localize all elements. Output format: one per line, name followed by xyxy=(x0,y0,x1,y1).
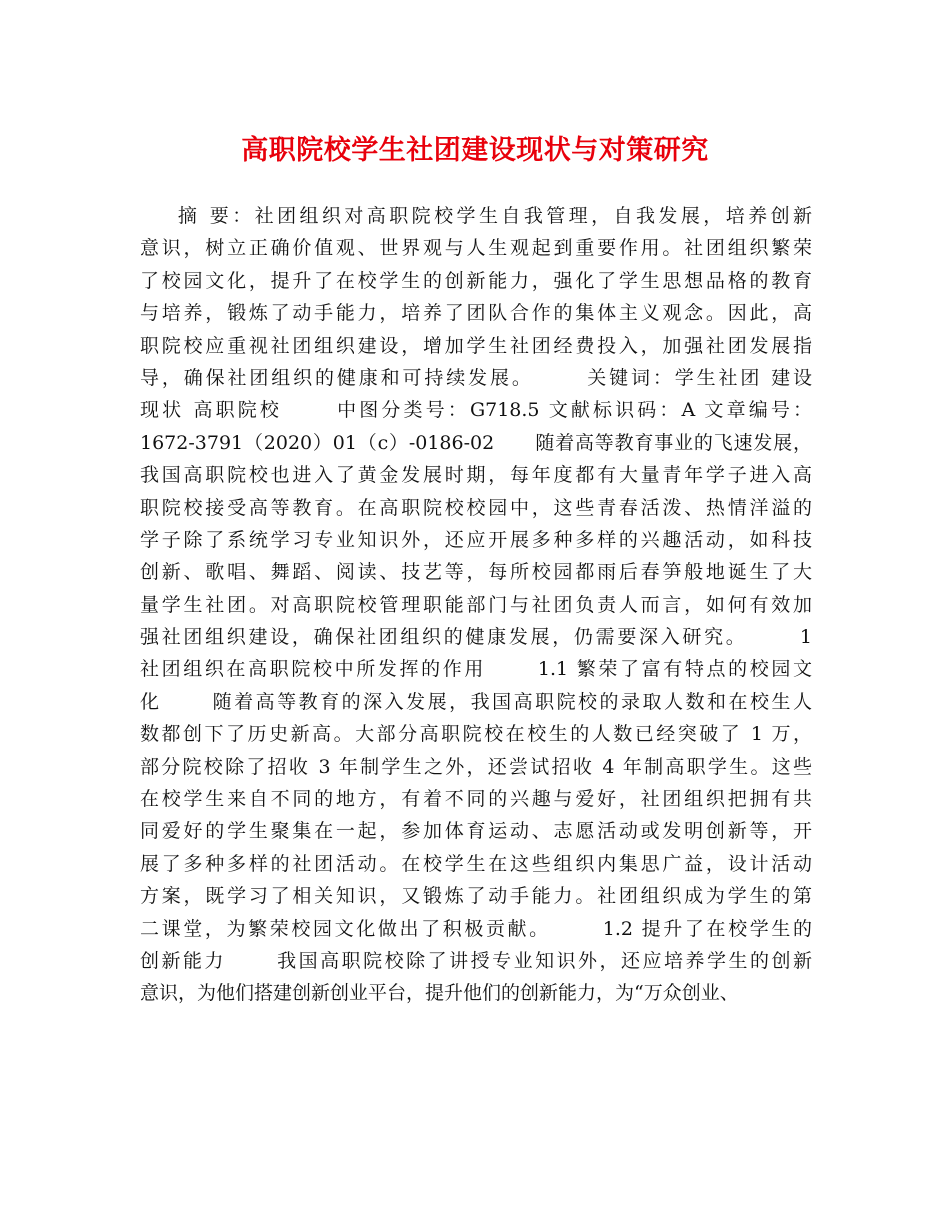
body-text-line: 展了多种多样的社团活动。在校学生在这些组织内集思广益，设计活动 xyxy=(140,852,812,875)
body-text-line: 二课堂，为繁荣校园文化做出了积极贡献。 1.2 提升了在校学生的 xyxy=(140,917,812,940)
body-text-line: 摘 要：社团组织对高职院校学生自我管理，自我发展，培养创新 xyxy=(140,205,812,227)
document-title: 高职院校学生社团建设现状与对策研究 xyxy=(241,135,709,166)
body-text-line: 部分院校除了招收 3 年制学生之外，还尝试招收 4 年制高职学生。这些 xyxy=(140,755,812,778)
body-text-line: 量学生社团。对高职院校管理职能部门与社团负责人而言，如何有效加 xyxy=(140,593,812,616)
body-text-line: 意识，为他们搭建创新创业平台，提升他们的创新能力，为“万众创业、 xyxy=(140,982,739,1005)
body-text-line: 职院校接受高等教育。在高职院校校园中，这些青春活泼、热情洋溢的 xyxy=(140,496,812,519)
body-text-line: 创新能力 我国高职院校除了讲授专业知识外，还应培养学生的创新 xyxy=(140,949,812,972)
body-text-line: 强社团组织建设，确保社团组织的健康发展，仍需要深入研究。 1 xyxy=(140,626,812,649)
body-text-line: 职院校应重视社团组织建设，增加学生社团经费投入，加强社团发展指 xyxy=(140,334,812,357)
body-text-line: 我国高职院校也进入了黄金发展时期，每年度都有大量青年学子进入高 xyxy=(140,464,812,487)
document-body xyxy=(140,200,812,1010)
body-text-line: 意识，树立正确价值观、世界观与人生观起到重要作用。社团组织繁荣 xyxy=(140,237,812,260)
body-text-line: 数都创下了历史新高。大部分高职院校在校生的人数已经突破了 1 万， xyxy=(140,723,812,746)
body-text-line: 方案，既学习了相关知识，又锻炼了动手能力。社团组织成为学生的第 xyxy=(140,885,812,908)
body-text-line: 与培养，锻炼了动手能力，培养了团队合作的集体主义观念。因此，高 xyxy=(140,302,812,325)
body-text-line: 现状 高职院校 中图分类号：G718.5 文献标识码：A 文章编号： xyxy=(140,399,812,422)
body-text-line: 化 随着高等教育的深入发展，我国高职院校的录取人数和在校生人 xyxy=(140,690,812,713)
body-text-line: 社团组织在高职院校中所发挥的作用 1.1 繁荣了富有特点的校园文 xyxy=(140,658,812,681)
body-text-line: 学子除了系统学习专业知识外，还应开展多种多样的兴趣活动，如科技 xyxy=(140,528,812,551)
body-text-line: 1672-3791（2020）01（c）-0186-02 随着高等教育事业的飞速发展， xyxy=(140,431,812,454)
body-text-line: 在校学生来自不同的地方，有着不同的兴趣与爱好，社团组织把拥有共 xyxy=(140,788,812,811)
body-text-line: 创新、歌唱、舞蹈、阅读、技艺等，每所校园都雨后春笋般地诞生了大 xyxy=(140,561,812,584)
body-text-line: 同爱好的学生聚集在一起，参加体育运动、志愿活动或发明创新等，开 xyxy=(140,820,812,843)
body-text-line: 了校园文化，提升了在校学生的创新能力，强化了学生思想品格的教育 xyxy=(140,269,812,292)
body-text-line: 导，确保社团组织的健康和可持续发展。 关键词：学生社团 建设 xyxy=(140,366,812,389)
